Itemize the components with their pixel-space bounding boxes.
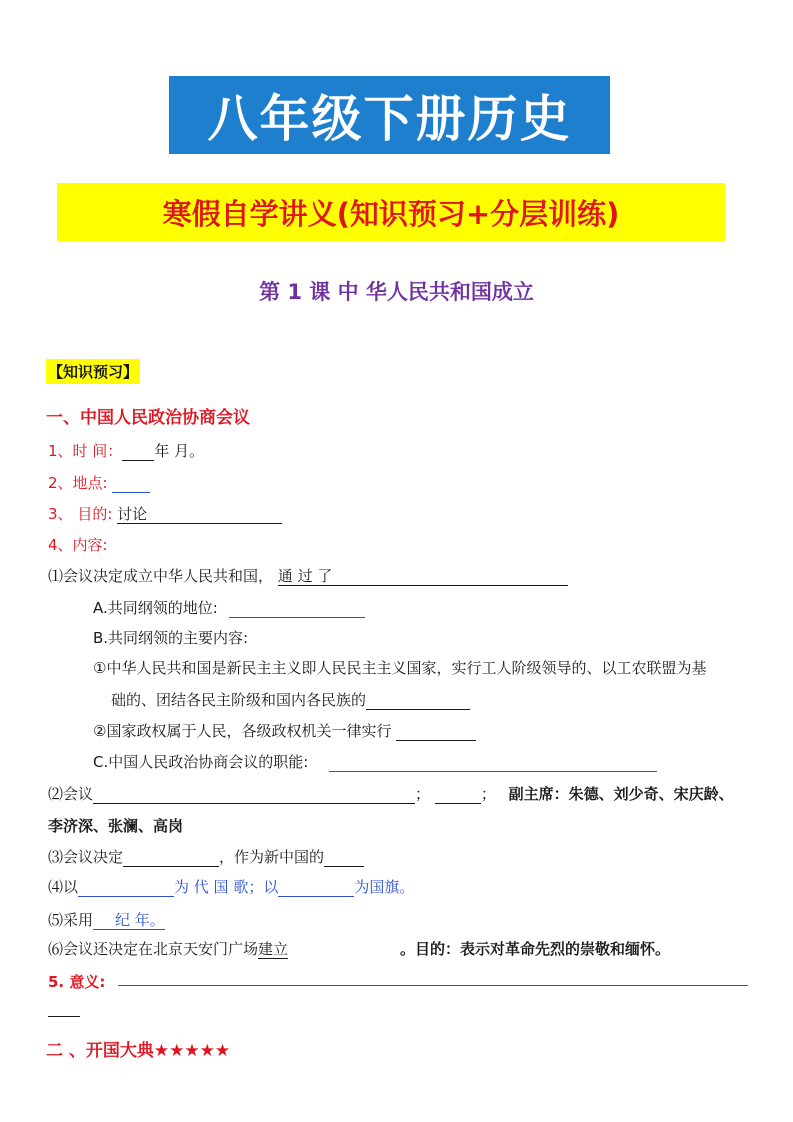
- item6-prefix: ⑹会议还决定在北京天安门广场: [48, 940, 259, 958]
- itemB1-blank: [366, 693, 470, 710]
- item6-purpose: 。目的：表示对革命先烈的崇敬和缅怀。: [400, 940, 671, 958]
- item1-tail: 通 过 了: [277, 567, 333, 585]
- item5-prefix: ⑸采用: [48, 911, 94, 929]
- item2-line2: 李济深、张澜、高岗: [48, 817, 184, 835]
- meaning-blank-cont: [48, 1016, 80, 1017]
- item4-blank-2: [278, 880, 354, 897]
- item2-blank-1: [93, 787, 415, 804]
- document-subtitle: 寒假自学讲义(知识预习+分层训练): [57, 183, 725, 241]
- itemB1-line2: 础的、团结各民主阶级和国内各民族的: [111, 691, 367, 709]
- section-heading-cppcc: 一、中国人民政治协商会议: [46, 408, 250, 428]
- section-heading-founding-ceremony: 二 、开国大典★★★★★: [46, 1041, 231, 1061]
- itemB2-text: ②国家政权属于人民，各级政权机关一律实行: [93, 722, 392, 740]
- item2-prefix: ⑵会议: [48, 785, 94, 803]
- itemB1-line2-row: [111, 689, 470, 710]
- itemC-text: C.中国人民政治协商会议的职能:: [93, 753, 309, 771]
- itemC-blank: [329, 755, 657, 772]
- item3-prefix: ⑶会议决定: [48, 848, 124, 866]
- item3-blank-1: [123, 850, 219, 867]
- itemA-row: [93, 597, 365, 618]
- item3-blank-2: [324, 850, 364, 867]
- purpose-label: 目的:: [77, 505, 113, 523]
- item4-prefix: ⑷以: [48, 878, 79, 896]
- itemB2-row: [93, 720, 476, 741]
- item1-blank: [332, 569, 568, 586]
- item2-sep1: ；: [415, 785, 431, 803]
- item6-underlined: 建立: [258, 940, 289, 958]
- item2-vice-chairs: 副主席：朱德、刘少奇、宋庆龄、: [508, 785, 734, 803]
- item4-tail: 为国旗。: [354, 878, 415, 896]
- time-label: 1、时 间：: [48, 442, 123, 460]
- item6-row: [48, 938, 670, 959]
- time-row: [48, 440, 204, 461]
- time-suffix: 年 月。: [154, 442, 205, 460]
- meaning-blank: [118, 985, 748, 986]
- item2-blank-2: [435, 787, 481, 804]
- item1-text: ⑴会议决定成立中华人民共和国，: [48, 567, 274, 585]
- itemB1-line1: ①中华人民共和国是新民主主义即人民民主主义国家，实行工人阶级领导的、以工农联盟为基: [93, 659, 707, 677]
- item4-row: [48, 876, 414, 897]
- place-blank: [112, 476, 150, 493]
- document-title: 八年级下册历史: [169, 76, 610, 154]
- item5-mid: 纪 年。: [115, 911, 165, 929]
- content-label: 4、内容:: [48, 536, 108, 554]
- item4-blank-1: [78, 880, 174, 897]
- item5-row: [48, 909, 165, 930]
- place-label: 2、地点:: [48, 474, 108, 492]
- lesson-title: 第 1 课 中 华人民共和国成立: [259, 280, 534, 304]
- item2-sep2: ；: [480, 785, 496, 803]
- purpose-number: 3、: [48, 505, 73, 523]
- itemC-row: [93, 751, 657, 772]
- itemB-text: B.共同纲领的主要内容:: [93, 629, 249, 647]
- place-row: [48, 472, 150, 493]
- item3-row: [48, 846, 364, 867]
- time-blank: [122, 444, 154, 461]
- item3-mid: ，作为新中国的: [219, 848, 325, 866]
- meaning-row: [48, 971, 105, 992]
- item5-blank: [93, 913, 115, 930]
- item1-row: [48, 565, 568, 586]
- knowledge-preview-tag: 【知识预习】: [46, 359, 140, 384]
- itemA-text: A.共同纲领的地位:: [93, 599, 218, 617]
- meaning-label: 5. 意义:: [48, 973, 106, 991]
- itemA-blank: [229, 601, 365, 618]
- purpose-text: 讨论: [117, 505, 148, 523]
- item4-mid: 为 代 国 歌；以: [174, 878, 279, 896]
- purpose-blank: [147, 507, 282, 524]
- item2-row: [48, 783, 734, 804]
- purpose-row: [48, 503, 282, 524]
- itemB2-blank: [396, 724, 476, 741]
